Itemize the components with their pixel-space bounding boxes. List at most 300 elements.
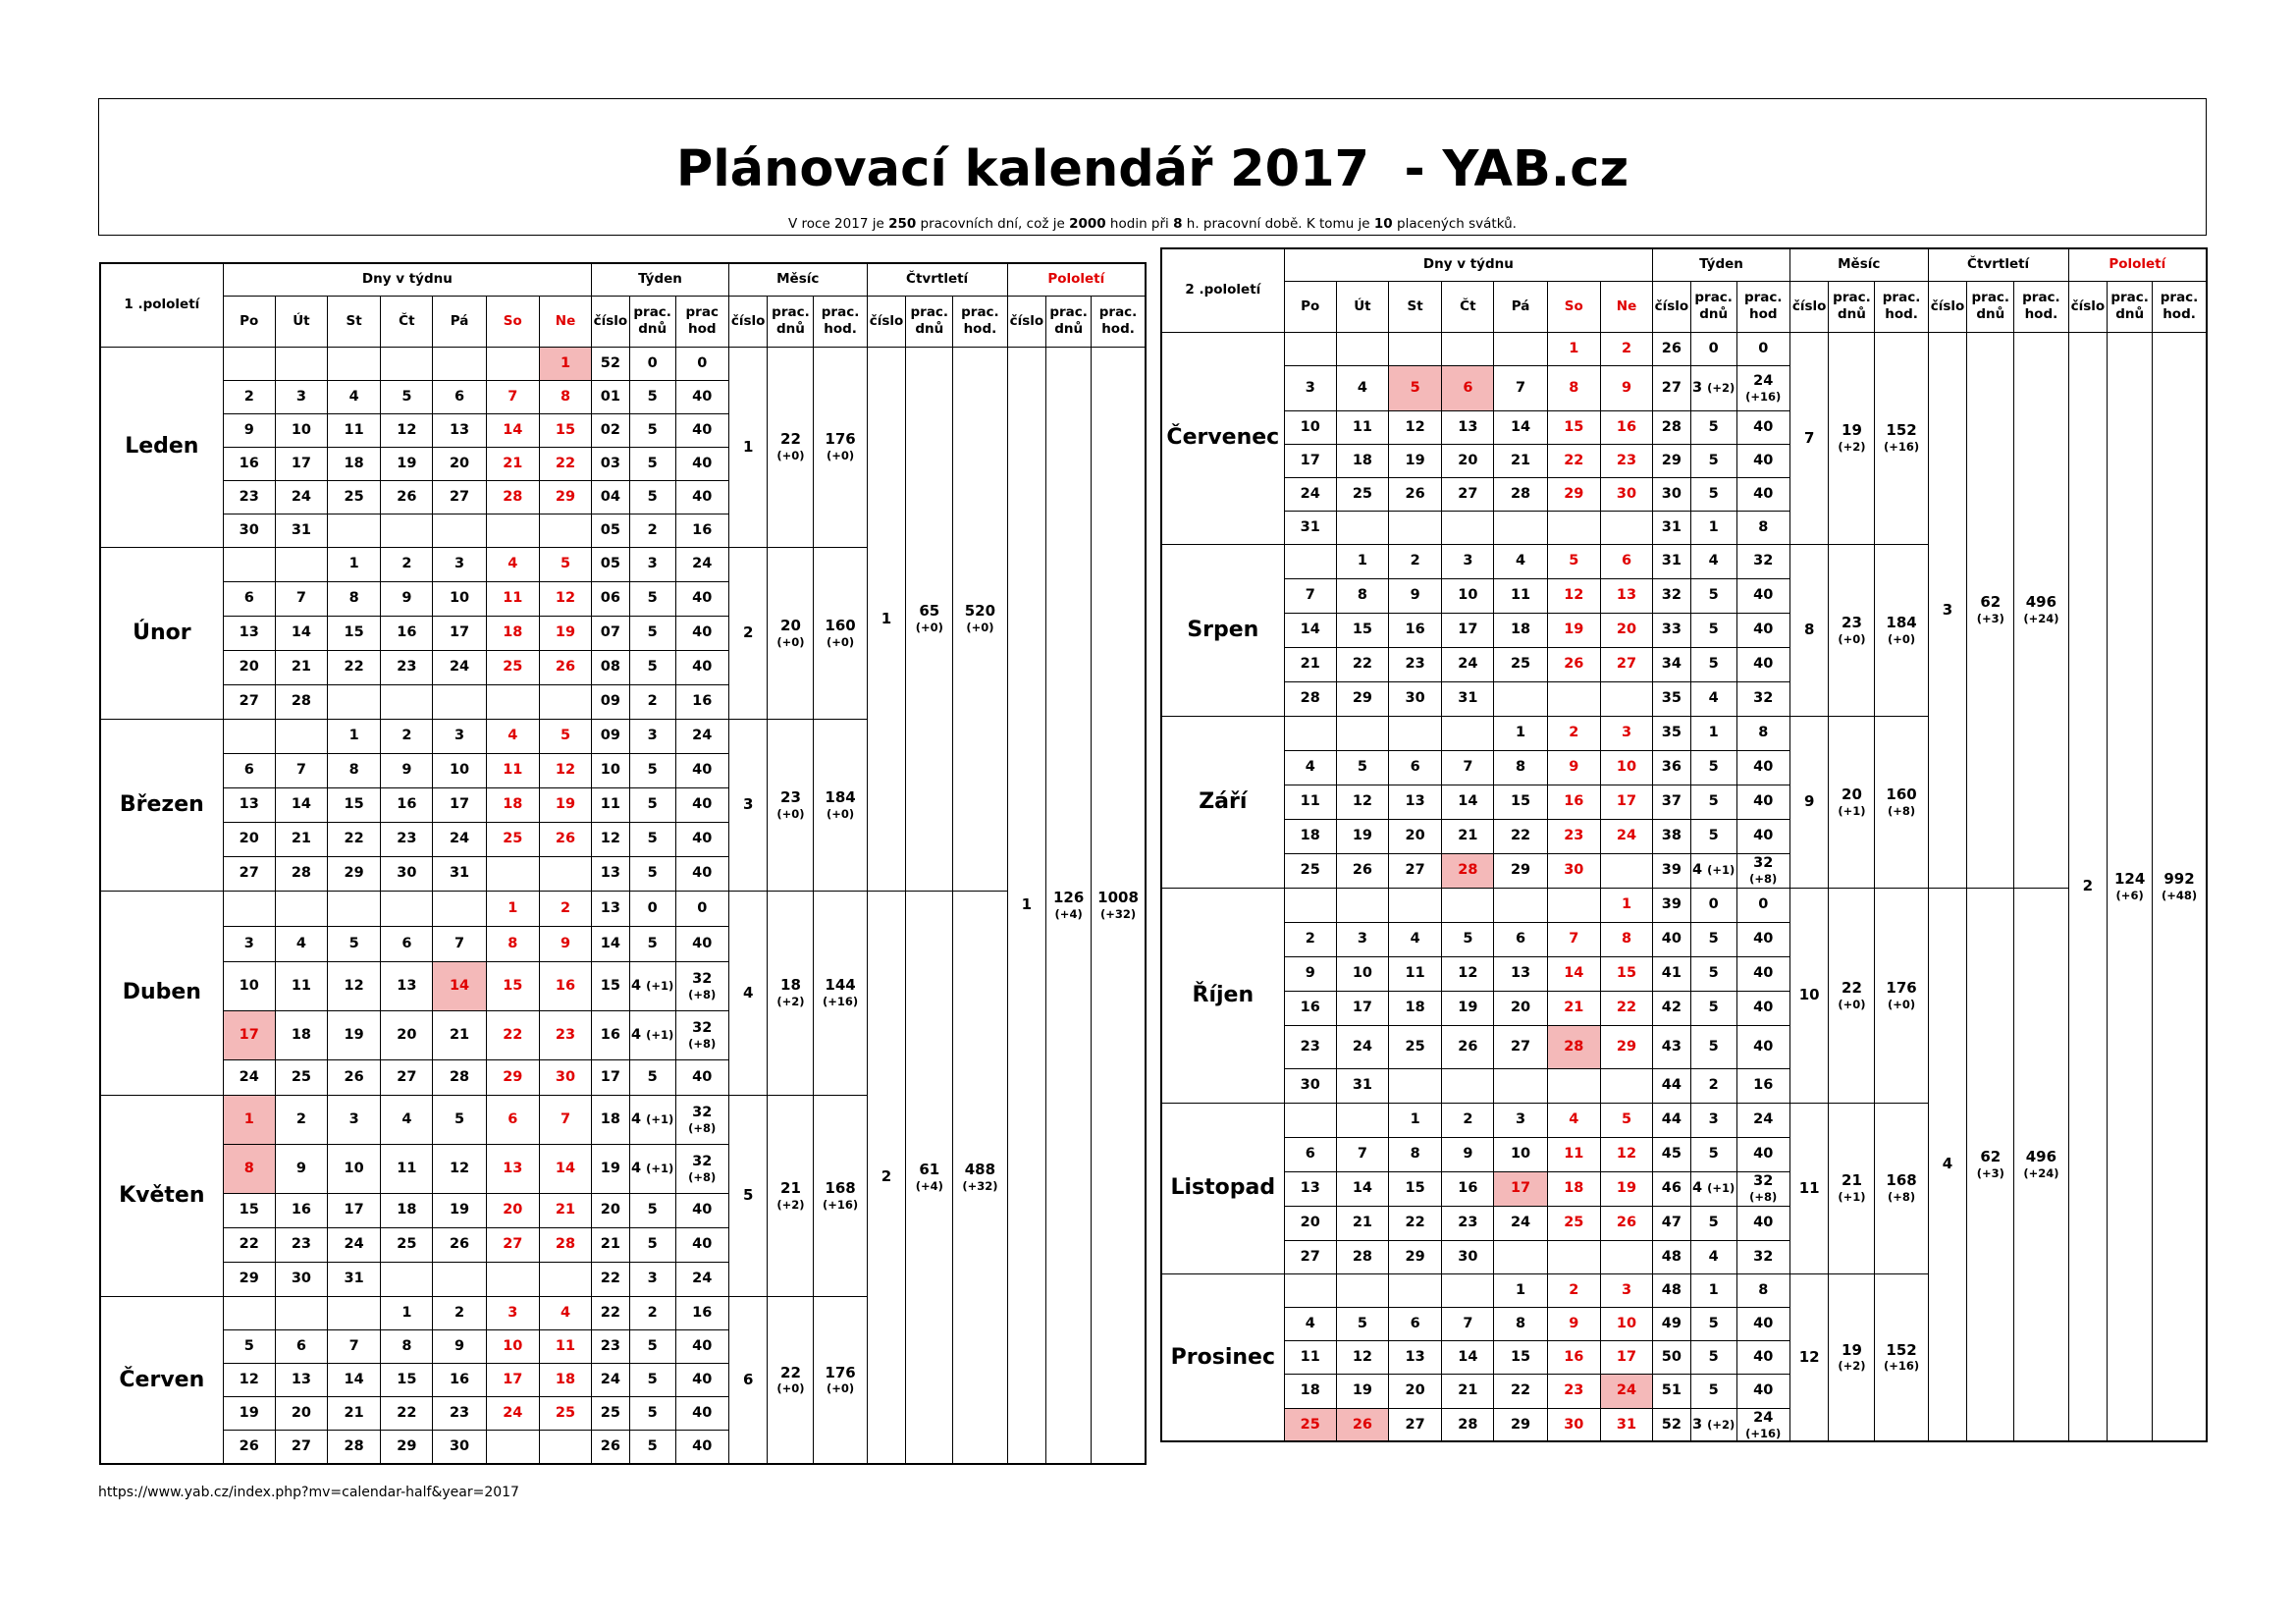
week-number: 52: [1653, 1408, 1691, 1441]
month-number: 8: [1789, 544, 1829, 716]
day-cell: 29: [1336, 681, 1388, 716]
week-hours: 0: [1736, 332, 1789, 365]
day-cell: 6: [486, 1095, 539, 1144]
week-hours-delta: (+8): [688, 1169, 717, 1184]
day-cell: 18: [1494, 613, 1547, 647]
day-cell: [1600, 681, 1652, 716]
half-year-table-2: [1160, 247, 2208, 1442]
week-workdays: [1690, 1171, 1736, 1206]
day-cell: 22: [1494, 819, 1547, 853]
week-hours: 40: [675, 1329, 728, 1363]
week-hours-value: 24: [1753, 372, 1774, 389]
day-cell: 2: [1600, 332, 1652, 365]
day-cell: 9: [433, 1329, 486, 1363]
day-cell: 2: [381, 547, 433, 581]
day-cell: 15: [1494, 785, 1547, 819]
day-cell: 20: [486, 1193, 539, 1227]
subheader-pracdnu: prac. dnů: [1046, 296, 1092, 347]
week-number: 12: [592, 822, 630, 856]
day-cell: 10: [328, 1144, 381, 1193]
week-workdays: 5: [1690, 477, 1736, 511]
day-cell: 16: [433, 1363, 486, 1396]
month-workdays-value: 20: [1842, 785, 1862, 803]
week-header: Týden: [1653, 248, 1790, 281]
day-cell: 14: [1336, 1171, 1388, 1206]
week-hours-delta: (+16): [1745, 389, 1782, 404]
day-cell: [1389, 332, 1442, 365]
day-cell: 2: [1547, 1273, 1600, 1307]
day-cell: 3: [1442, 544, 1494, 578]
quarter-hours-delta: (+24): [2023, 612, 2059, 626]
day-cell: 20: [381, 1010, 433, 1059]
day-cell: 25: [275, 1059, 327, 1095]
week-number: 46: [1653, 1171, 1691, 1206]
month-hours: [1875, 888, 1928, 1103]
day-cell: 14: [539, 1144, 591, 1193]
day-cell: 18: [539, 1363, 591, 1396]
day-cell: 10: [1442, 578, 1494, 613]
day-cell: 15: [486, 961, 539, 1010]
day-cell: [328, 684, 381, 719]
day-cell: 28: [539, 1227, 591, 1262]
week-hours: 40: [675, 787, 728, 822]
day-cell: [1336, 716, 1388, 750]
day-cell: 23: [1547, 819, 1600, 853]
day-cell: 8: [1547, 365, 1600, 410]
day-cell: 14: [433, 961, 486, 1010]
day-cell: 22: [539, 447, 591, 480]
week-number: 24: [592, 1363, 630, 1396]
day-cell: 13: [1389, 785, 1442, 819]
day-cell: 9: [1442, 1137, 1494, 1171]
half-hours-value: 992: [2163, 870, 2195, 889]
month-hours: [1875, 716, 1928, 888]
day-name-header: Ne: [539, 296, 591, 347]
week-number: 50: [1653, 1340, 1691, 1374]
week-hours: 16: [675, 514, 728, 547]
half-year-table-1: [99, 262, 1147, 1465]
week-hours-value: 32: [692, 1104, 713, 1120]
quarter-workdays-delta: (+4): [915, 1178, 943, 1193]
quarter-workdays: [1967, 888, 2014, 1441]
week-workdays: 5: [1690, 1025, 1736, 1068]
day-cell: 5: [381, 380, 433, 413]
week-hours: 24: [675, 1262, 728, 1296]
subheader-cislo: číslo: [1653, 281, 1691, 332]
week-workdays: 5: [629, 380, 675, 413]
day-cell: 4: [539, 1296, 591, 1329]
half-workdays-value: 124: [2113, 870, 2146, 889]
month-number: 12: [1789, 1273, 1829, 1441]
day-cell: 4: [1336, 365, 1388, 410]
day-cell: 4: [275, 926, 327, 961]
day-cell: 16: [539, 961, 591, 1010]
month-name: Září: [1161, 716, 1284, 888]
day-cell: 28: [1442, 853, 1494, 888]
quarter-workdays-value: 62: [1980, 1148, 2002, 1166]
days-header: Dny v týdnu: [1284, 248, 1652, 281]
day-cell: 29: [1547, 477, 1600, 511]
quarter-workdays-delta: (+3): [1976, 612, 2004, 626]
day-cell: 20: [275, 1396, 327, 1430]
month-name: Prosinec: [1161, 1273, 1284, 1441]
day-cell: 24: [328, 1227, 381, 1262]
day-cell: 30: [1600, 477, 1652, 511]
day-cell: 29: [328, 856, 381, 891]
day-cell: 18: [1336, 444, 1388, 477]
day-cell: 4: [328, 380, 381, 413]
week-workdays: 5: [1690, 956, 1736, 991]
week-workdays: 5: [629, 822, 675, 856]
month-name: Červenec: [1161, 332, 1284, 544]
day-cell: [275, 347, 327, 380]
subheader-cislo: číslo: [1928, 281, 1967, 332]
day-cell: [1389, 511, 1442, 544]
day-cell: 30: [1547, 1408, 1600, 1441]
day-cell: [1442, 716, 1494, 750]
subheader-prachod: prac. hod: [1736, 281, 1789, 332]
day-cell: 8: [381, 1329, 433, 1363]
day-name-header: So: [486, 296, 539, 347]
day-cell: [539, 1262, 591, 1296]
subheader-pracdnu: prac. dnů: [1690, 281, 1736, 332]
day-cell: 19: [539, 616, 591, 650]
week-workdays-value: 4: [631, 1110, 642, 1127]
day-cell: 17: [223, 1010, 275, 1059]
day-cell: 7: [275, 753, 327, 787]
day-cell: 20: [1389, 1374, 1442, 1408]
day-cell: 6: [275, 1329, 327, 1363]
day-cell: 27: [223, 856, 275, 891]
day-cell: 6: [1284, 1137, 1336, 1171]
week-hours: 40: [1736, 922, 1789, 956]
day-cell: [1284, 716, 1336, 750]
day-cell: 4: [381, 1095, 433, 1144]
week-number: 26: [592, 1430, 630, 1464]
week-hours: 32: [1736, 1240, 1789, 1273]
week-hours: 8: [1736, 1273, 1789, 1307]
day-cell: 22: [486, 1010, 539, 1059]
week-hours: 40: [1736, 750, 1789, 785]
day-cell: 26: [381, 480, 433, 514]
day-cell: 19: [1547, 613, 1600, 647]
week-number: 26: [1653, 332, 1691, 365]
week-hours: 40: [675, 1363, 728, 1396]
week-number: 03: [592, 447, 630, 480]
day-name-header: So: [1547, 281, 1600, 332]
week-hours: [1736, 365, 1789, 410]
day-cell: 10: [1600, 1307, 1652, 1340]
week-hours: 40: [1736, 991, 1789, 1025]
day-cell: [539, 684, 591, 719]
month-workdays-delta: (+2): [776, 995, 805, 1009]
day-cell: 23: [1600, 444, 1652, 477]
week-number: 07: [592, 616, 630, 650]
day-cell: [539, 1430, 591, 1464]
day-cell: 4: [1284, 750, 1336, 785]
day-cell: 25: [1336, 477, 1388, 511]
day-cell: 11: [1494, 578, 1547, 613]
week-number: 48: [1653, 1240, 1691, 1273]
quarter-workdays: [1967, 332, 2014, 888]
day-cell: 10: [486, 1329, 539, 1363]
week-number: 31: [1653, 544, 1691, 578]
day-cell: 8: [1494, 750, 1547, 785]
month-name: Listopad: [1161, 1103, 1284, 1273]
week-hours: 40: [675, 856, 728, 891]
day-cell: 13: [1494, 956, 1547, 991]
week-number: 10: [592, 753, 630, 787]
week-workdays: 5: [629, 447, 675, 480]
week-number: 25: [592, 1396, 630, 1430]
day-cell: 11: [486, 581, 539, 616]
day-cell: 3: [1284, 365, 1336, 410]
week-hours: [675, 1144, 728, 1193]
week-number: 18: [592, 1095, 630, 1144]
day-cell: 12: [433, 1144, 486, 1193]
day-cell: 22: [381, 1396, 433, 1430]
week-workdays: 5: [1690, 785, 1736, 819]
day-cell: [1494, 1240, 1547, 1273]
page-title: Plánovací kalendář 2017 - YAB.cz: [675, 140, 1629, 198]
day-cell: 7: [1336, 1137, 1388, 1171]
day-cell: 30: [223, 514, 275, 547]
month-number: 9: [1789, 716, 1829, 888]
day-cell: 2: [539, 891, 591, 926]
week-hours: 40: [1736, 578, 1789, 613]
day-cell: 27: [1389, 853, 1442, 888]
week-number: 23: [592, 1329, 630, 1363]
day-cell: 1: [223, 1095, 275, 1144]
day-cell: 25: [1284, 853, 1336, 888]
month-hours-value: 152: [1886, 1340, 1917, 1359]
day-cell: 19: [328, 1010, 381, 1059]
week-workdays: 5: [629, 1193, 675, 1227]
day-cell: 5: [1389, 365, 1442, 410]
day-cell: 8: [1494, 1307, 1547, 1340]
day-cell: [1336, 888, 1388, 922]
month-number: 2: [728, 547, 768, 719]
day-cell: 12: [328, 961, 381, 1010]
day-cell: [1284, 1103, 1336, 1137]
month-workdays-value: 18: [780, 976, 801, 995]
week-number: 06: [592, 581, 630, 616]
day-cell: 26: [433, 1227, 486, 1262]
month-hours-delta: (+16): [822, 1197, 859, 1212]
day-cell: 25: [1389, 1025, 1442, 1068]
quarter-hours: [2014, 888, 2068, 1441]
summary-text: V roce 2017 je: [788, 216, 889, 232]
day-cell: 29: [1494, 853, 1547, 888]
month-workdays: [1829, 332, 1875, 544]
week-hours: [675, 1010, 728, 1059]
day-cell: 1: [381, 1296, 433, 1329]
day-cell: 18: [381, 1193, 433, 1227]
month-hours: [814, 347, 867, 547]
day-cell: 26: [1389, 477, 1442, 511]
day-cell: 17: [433, 616, 486, 650]
month-hours-delta: (+0): [1887, 631, 1916, 646]
day-cell: 11: [539, 1329, 591, 1363]
week-hours: 40: [1736, 1340, 1789, 1374]
month-hours-value: 184: [825, 787, 856, 806]
quarter-workdays: [906, 347, 953, 891]
day-cell: 1: [1494, 1273, 1547, 1307]
week-hours-delta: (+8): [1749, 872, 1778, 887]
month-hours-delta: (+16): [1883, 1359, 1920, 1374]
month-hours-value: 168: [1886, 1171, 1917, 1190]
week-workdays: [629, 1144, 675, 1193]
day-name-header: Út: [275, 296, 327, 347]
day-cell: 12: [539, 753, 591, 787]
day-cell: 7: [1442, 750, 1494, 785]
day-cell: 12: [223, 1363, 275, 1396]
day-cell: 2: [223, 380, 275, 413]
week-number: 05: [592, 547, 630, 581]
week-workdays: 2: [1690, 1068, 1736, 1103]
day-cell: 26: [539, 650, 591, 684]
day-cell: 5: [223, 1329, 275, 1363]
half-label: 1 .pololetí: [100, 263, 223, 347]
day-cell: 20: [1442, 444, 1494, 477]
day-cell: 19: [433, 1193, 486, 1227]
week-number: 52: [592, 347, 630, 380]
half-hours-delta: (+32): [1099, 906, 1137, 921]
day-cell: [381, 347, 433, 380]
day-cell: 10: [433, 753, 486, 787]
week-workdays: 0: [1690, 888, 1736, 922]
week-hours: 8: [1736, 716, 1789, 750]
day-cell: 9: [381, 581, 433, 616]
day-cell: 4: [1547, 1103, 1600, 1137]
summary-hours: 2000: [1069, 216, 1106, 232]
month-hours-value: 160: [1886, 785, 1917, 803]
day-cell: 1: [486, 891, 539, 926]
day-cell: 18: [1284, 819, 1336, 853]
day-cell: [1494, 888, 1547, 922]
week-number: 44: [1653, 1103, 1691, 1137]
day-cell: 13: [223, 787, 275, 822]
day-cell: 27: [1389, 1408, 1442, 1441]
day-cell: 12: [1336, 785, 1388, 819]
day-cell: 29: [1600, 1025, 1652, 1068]
day-cell: 14: [328, 1363, 381, 1396]
week-number: 17: [592, 1059, 630, 1095]
quarter-workdays-value: 61: [919, 1161, 940, 1179]
week-hours: 24: [675, 547, 728, 581]
week-hours: 40: [675, 822, 728, 856]
subheader-cislo: číslo: [592, 296, 630, 347]
day-cell: 16: [1600, 410, 1652, 444]
day-cell: 25: [486, 822, 539, 856]
week-workdays: 3: [1690, 1103, 1736, 1137]
quarter-number: 2: [867, 891, 906, 1464]
half-label: 2 .pololetí: [1161, 248, 1284, 332]
day-cell: 2: [1442, 1103, 1494, 1137]
quarter-hours: [953, 347, 1007, 891]
day-cell: [1336, 1103, 1388, 1137]
day-cell: 21: [1494, 444, 1547, 477]
day-cell: 5: [539, 719, 591, 753]
day-cell: 24: [433, 822, 486, 856]
week-workdays: 5: [629, 1059, 675, 1095]
day-cell: 20: [1389, 819, 1442, 853]
day-cell: 25: [539, 1396, 591, 1430]
day-cell: 2: [1389, 544, 1442, 578]
day-cell: 11: [1336, 410, 1388, 444]
day-cell: 27: [275, 1430, 327, 1464]
month-number: 11: [1789, 1103, 1829, 1273]
day-cell: 31: [275, 514, 327, 547]
half-workdays: [1046, 347, 1092, 1464]
month-hours: [814, 547, 867, 719]
day-cell: 30: [539, 1059, 591, 1095]
month-workdays: [768, 1095, 814, 1296]
day-cell: 13: [433, 413, 486, 447]
week-number: 42: [1653, 991, 1691, 1025]
day-cell: 24: [1600, 1374, 1652, 1408]
week-number: 47: [1653, 1206, 1691, 1240]
day-cell: 12: [539, 581, 591, 616]
week-hours-value: 32: [1753, 1173, 1774, 1190]
day-cell: 11: [1284, 785, 1336, 819]
week-number: 31: [1653, 511, 1691, 544]
week-hours-value: 32: [692, 1153, 713, 1169]
week-workdays: 5: [1690, 647, 1736, 681]
day-cell: 21: [275, 650, 327, 684]
week-number: 22: [592, 1296, 630, 1329]
day-cell: 10: [275, 413, 327, 447]
month-workdays: [768, 719, 814, 891]
month-hours-delta: (+8): [1887, 1190, 1916, 1205]
quarter-number: 4: [1928, 888, 1967, 1441]
week-number: 11: [592, 787, 630, 822]
day-cell: 3: [275, 380, 327, 413]
day-cell: 21: [1442, 1374, 1494, 1408]
subheader-pracdnu: prac. dnů: [629, 296, 675, 347]
week-workdays: [629, 1095, 675, 1144]
day-cell: 26: [1600, 1206, 1652, 1240]
year-summary: [99, 218, 2206, 232]
day-cell: [381, 891, 433, 926]
day-cell: 27: [1600, 647, 1652, 681]
day-cell: 1: [328, 719, 381, 753]
month-hours-value: 152: [1886, 421, 1917, 440]
day-cell: 28: [328, 1430, 381, 1464]
subheader-prachod2: prac. hod.: [1092, 296, 1146, 347]
day-cell: 9: [223, 413, 275, 447]
half-hours-delta: (+48): [2161, 888, 2198, 902]
week-hours: 16: [1736, 1068, 1789, 1103]
day-cell: [1494, 681, 1547, 716]
month-name: Říjen: [1161, 888, 1284, 1103]
day-cell: 19: [539, 787, 591, 822]
day-cell: 22: [1600, 991, 1652, 1025]
day-cell: 25: [1547, 1206, 1600, 1240]
week-header: Týden: [592, 263, 729, 296]
day-cell: [275, 1296, 327, 1329]
day-cell: 26: [223, 1430, 275, 1464]
day-cell: 12: [1389, 410, 1442, 444]
week-number: 40: [1653, 922, 1691, 956]
month-workdays: [768, 547, 814, 719]
week-workdays: 5: [629, 1363, 675, 1396]
week-workdays: 5: [1690, 922, 1736, 956]
day-cell: 23: [1389, 647, 1442, 681]
week-number: 13: [592, 856, 630, 891]
day-cell: [1442, 1273, 1494, 1307]
week-workdays: 1: [1690, 511, 1736, 544]
